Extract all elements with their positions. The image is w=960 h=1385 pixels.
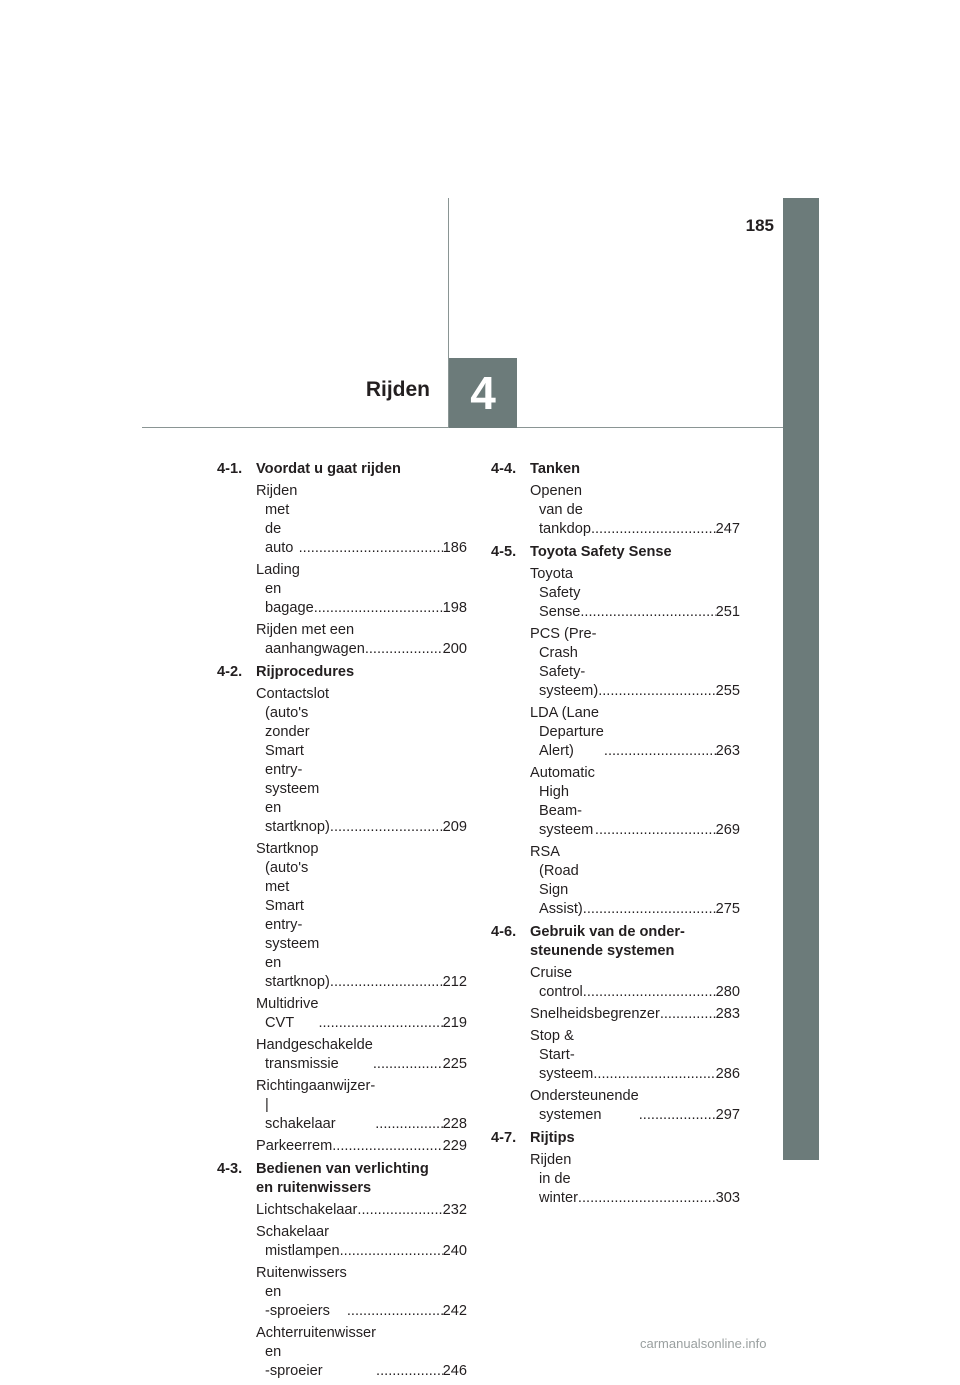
section-number: 4-5. xyxy=(491,544,517,560)
entry-title: Toyota Safety Sense xyxy=(530,566,581,620)
toc-entry[interactable] xyxy=(217,840,467,992)
entry-title: Lichtschakelaar xyxy=(256,1202,358,1218)
dot-leader xyxy=(365,640,443,659)
toc-entry[interactable] xyxy=(491,482,740,539)
entry-title: Stop & Start-systeem xyxy=(530,1028,594,1082)
toc-section xyxy=(217,1160,467,1381)
entry-title: Richtingaanwijzer-| schakelaar xyxy=(256,1078,376,1132)
entry-title: Automatic High Beam-systeem xyxy=(530,765,595,838)
entry-page-number: 200 xyxy=(442,641,467,657)
entry-title: LDA (Lane Departure Alert) xyxy=(530,705,604,759)
section-heading[interactable] xyxy=(217,460,467,479)
entry-page-number: 297 xyxy=(715,1107,740,1123)
dot-leader xyxy=(330,818,443,837)
entry-page-number: 242 xyxy=(442,1303,467,1319)
section-number: 4-4. xyxy=(491,461,517,477)
entry-title: Lading en bagage xyxy=(256,562,314,616)
entry-page-number: 228 xyxy=(442,1116,467,1132)
dot-leader xyxy=(591,520,716,539)
toc-section xyxy=(217,460,467,659)
dot-leader xyxy=(347,1302,443,1321)
toc-entry[interactable] xyxy=(217,1077,467,1134)
entry-page-number: 240 xyxy=(442,1243,467,1259)
dot-leader xyxy=(583,900,716,919)
entry-title: Cruise control xyxy=(530,965,583,1000)
toc-entry[interactable] xyxy=(491,625,740,701)
entry-title: Achterruitenwisser en -sproeier xyxy=(256,1325,377,1379)
section-title: Gebruik van de onder- steunende systemen xyxy=(530,924,685,959)
toc-section xyxy=(491,543,740,919)
section-heading[interactable] xyxy=(491,543,740,562)
toc-entry[interactable] xyxy=(217,621,467,659)
entry-page-number: 251 xyxy=(715,604,740,620)
toc-entry[interactable] xyxy=(217,1223,467,1261)
entry-page-number: 225 xyxy=(442,1056,467,1072)
chapter-number-box: 4 xyxy=(449,358,517,428)
entry-page-number: 283 xyxy=(715,1006,740,1022)
entry-page-number: 263 xyxy=(715,743,740,759)
dot-leader xyxy=(299,539,443,558)
dot-leader xyxy=(373,1055,443,1074)
entry-page-number: 280 xyxy=(715,984,740,1000)
toc-entry[interactable] xyxy=(217,685,467,837)
entry-page-number: 232 xyxy=(442,1202,467,1218)
toc-entry[interactable] xyxy=(217,561,467,618)
dot-leader xyxy=(580,603,715,622)
entry-page-number: 286 xyxy=(715,1066,740,1082)
section-number: 4-3. xyxy=(217,1161,243,1177)
toc-entry[interactable] xyxy=(217,995,467,1033)
entry-page-number: 229 xyxy=(442,1138,467,1154)
dot-leader xyxy=(598,682,715,701)
dot-leader xyxy=(314,599,443,618)
dot-leader xyxy=(578,1189,716,1208)
entry-page-number: 246 xyxy=(442,1363,467,1379)
toc-left-column xyxy=(217,460,467,1385)
dot-leader xyxy=(340,1242,443,1261)
entry-title: RSA (Road Sign Assist) xyxy=(530,844,583,917)
toc-entry[interactable] xyxy=(491,764,740,840)
entry-title: Snelheidsbegrenzer xyxy=(530,1006,660,1022)
section-number: 4-1. xyxy=(217,461,243,477)
toc-entry[interactable] xyxy=(217,1264,467,1321)
toc-entry[interactable] xyxy=(491,565,740,622)
entry-title: Handgeschakelde transmissie xyxy=(256,1037,373,1072)
entry-title: Schakelaar mistlampen xyxy=(256,1224,340,1259)
entry-title: PCS (Pre-Crash Safety-systeem) xyxy=(530,626,599,699)
toc-right-column xyxy=(491,460,740,1212)
toc-section xyxy=(491,1129,740,1208)
entry-page-number: 275 xyxy=(715,901,740,917)
dot-leader xyxy=(604,742,716,761)
toc-entry[interactable] xyxy=(217,482,467,558)
toc-section xyxy=(491,923,740,1125)
entry-title: Rijden met een aanhangwagen xyxy=(256,622,365,657)
entry-page-number: 269 xyxy=(715,822,740,838)
toc-entry[interactable] xyxy=(491,1005,740,1024)
toc-entry[interactable] xyxy=(491,1151,740,1208)
dot-leader xyxy=(318,1014,442,1033)
dot-leader xyxy=(357,1201,442,1220)
toc-entry[interactable] xyxy=(217,1036,467,1074)
dot-leader xyxy=(595,821,716,840)
section-title: Toyota Safety Sense xyxy=(530,544,672,560)
section-title: Voordat u gaat rijden xyxy=(256,461,401,477)
dot-leader xyxy=(593,1065,715,1084)
section-number: 4-6. xyxy=(491,924,517,940)
entry-page-number: 186 xyxy=(442,540,467,556)
chapter-title: Rijden xyxy=(365,378,430,401)
entry-page-number: 219 xyxy=(442,1015,467,1031)
entry-page-number: 303 xyxy=(715,1190,740,1206)
entry-title: Multidrive CVT xyxy=(256,996,319,1031)
section-title: Rijtips xyxy=(530,1130,575,1146)
entry-page-number: 255 xyxy=(715,683,740,699)
entry-page-number: 212 xyxy=(442,974,467,990)
page-number: 185 xyxy=(745,216,774,235)
toc-section xyxy=(491,460,740,539)
section-heading[interactable] xyxy=(217,663,467,682)
entry-title: Parkeerrem xyxy=(256,1138,333,1154)
entry-title: Rijden met de auto xyxy=(256,483,298,556)
dot-leader xyxy=(375,1115,442,1134)
toc-entry[interactable] xyxy=(491,1027,740,1084)
toc-entry[interactable] xyxy=(491,704,740,761)
dot-leader xyxy=(330,973,443,992)
section-heading[interactable] xyxy=(217,1160,467,1198)
section-title: Tanken xyxy=(530,461,581,477)
section-title: Rijprocedures xyxy=(256,664,355,680)
toc-entry[interactable] xyxy=(217,1137,467,1156)
entry-title: Openen van de tankdop xyxy=(530,483,591,537)
entry-title: Rijden in de winter xyxy=(530,1152,578,1206)
toc-entry[interactable] xyxy=(491,1087,740,1125)
dot-leader xyxy=(332,1137,442,1156)
dot-leader xyxy=(583,983,716,1002)
section-number: 4-2. xyxy=(217,664,243,680)
entry-title: Ruitenwissers en -sproeiers xyxy=(256,1265,347,1319)
entry-title: Startknop (auto's met Smart entry-systeem en startknop) xyxy=(256,841,330,990)
toc-entry[interactable] xyxy=(491,843,740,919)
toc-entry[interactable] xyxy=(491,964,740,1002)
chapter-side-tab xyxy=(783,198,819,1160)
dot-leader xyxy=(660,1005,716,1024)
dot-leader xyxy=(376,1362,443,1381)
toc-section xyxy=(217,663,467,1156)
toc-entry[interactable] xyxy=(217,1324,467,1381)
toc-entry[interactable] xyxy=(217,1201,467,1220)
entry-page-number: 209 xyxy=(442,819,467,835)
entry-title: Contactslot (auto's zonder Smart entry-systeem en startknop) xyxy=(256,686,330,835)
section-title: Bedienen van verlichting en ruitenwissers xyxy=(256,1161,429,1196)
section-number: 4-7. xyxy=(491,1130,517,1146)
entry-page-number: 247 xyxy=(715,521,740,537)
section-heading[interactable] xyxy=(491,923,740,961)
dot-leader xyxy=(639,1106,716,1125)
watermark: carmanualsonline.info xyxy=(640,1336,767,1351)
entry-title: Ondersteunende systemen xyxy=(530,1088,639,1123)
entry-page-number: 198 xyxy=(442,600,467,616)
section-heading[interactable] xyxy=(491,460,740,479)
section-heading[interactable] xyxy=(491,1129,740,1148)
